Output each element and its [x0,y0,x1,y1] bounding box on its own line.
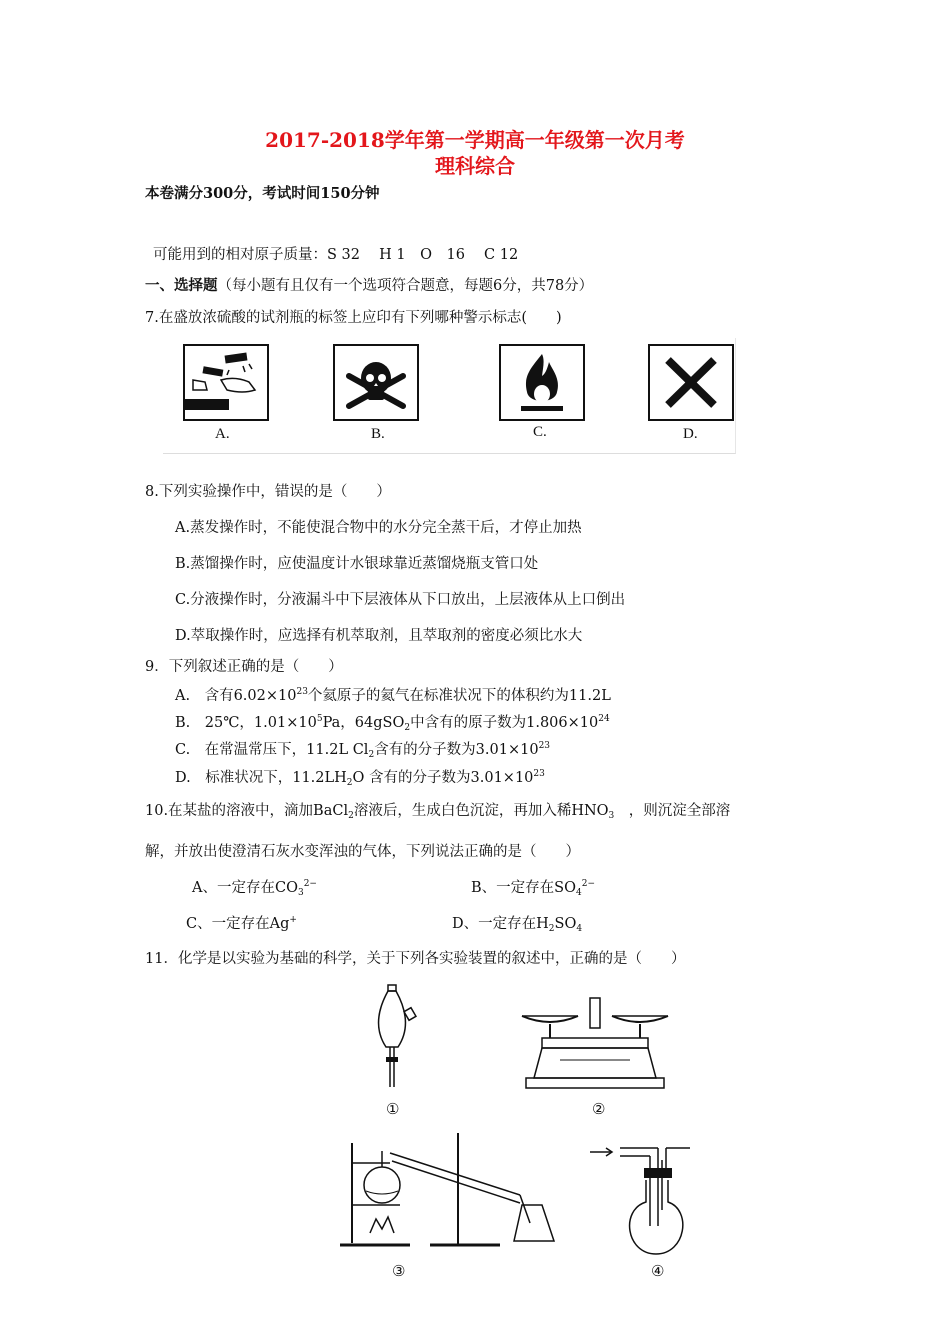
flammable-sign [499,344,585,421]
option-label-c: C. [533,424,547,440]
option-label-b: B. [371,426,385,442]
q10-option-b: B、一定存在$SO_4^{2-}$ [471,879,595,898]
distillation-apparatus-icon [330,1133,560,1253]
option-label-d: D. [683,426,698,442]
apparatus-label-3: ③ [392,1264,406,1280]
q10-option-c: C、一定存在Ag+ [186,915,297,932]
q9-option-a: A. 含有$6.02\times 10^{23}$个氦原子的氦气在标准状况下的体积约为11.2L [175,687,611,704]
q9-option-d: D. 标准状况下，$11.2LH_2O$ 含有的分子数为$3.01\times 10^{23}$ [175,769,545,788]
corrosive-icon [185,346,267,419]
q10-stem-line2: 解，并放出使澄清石灰水变浑浊的气体，下列说法正确的是（ ） [145,844,580,860]
toxic-sign [333,344,419,421]
q8-stem: 8.下列实验操作中，错误的是（ ） [145,484,391,500]
option-label-a: A. [215,426,230,442]
q9-option-b: B. 25℃，$1.01\times 10^5Pa$，64gSO$_2$中含有的原子数为$1.806\times 10^{24}$ [175,714,610,733]
q8-option-c: C.分液操作时，分液漏斗中下层液体从下口放出，上层液体从上口倒出 [175,592,626,608]
q8-option-a: A.蒸发操作时，不能使混合物中的水分完全蒸干后，才停止加热 [175,520,582,536]
atomic-masses: 可能用到的相对原子质量：S 32 H 1 O 16 C 12 [153,247,519,263]
q8-option-b: B.蒸馏操作时，应使温度计水银球靠近蒸馏烧瓶支管口处 [175,556,539,572]
apparatus-label-1: ① [386,1102,400,1118]
harmful-sign [648,344,734,421]
separatory-funnel-icon [360,985,430,1095]
score-info: 本卷满分300分，考试时间150分钟 [145,185,380,202]
gas-collection-flask-icon [590,1140,700,1260]
flame-icon [501,346,583,419]
q9-stem: 9．下列叙述正确的是（ ） [145,659,343,675]
q7-figure [163,338,736,454]
corrosive-sign [183,344,269,421]
q11-stem: 11．化学是以实验为基础的科学，关于下列各实验装置的叙述中，正确的是（ ） [145,951,686,967]
q8-option-d: D.萃取操作时，应选择有机萃取剂，且萃取剂的密度必须比水大 [175,628,583,644]
balance-scale-icon [520,998,670,1093]
section-title: 一、选择题 [145,277,218,294]
q7-stem: 7.在盛放浓硫酸的试剂瓶的标签上应印有下列哪种警示标志( ) [145,310,562,326]
q10-stem-line1: 10.在某盐的溶液中，滴加BaCl$_2$溶液后，生成白色沉淀，再加入稀$HNO_3$ ，则沉淀全部溶 [145,803,731,821]
skull-crossbones-icon [335,346,417,419]
q9-option-c: C. 在常温常压下，11.2L $Cl_2$含有的分子数为$3.01\times 10^{23}$ [175,741,551,760]
cross-icon [650,346,732,419]
section-heading [145,274,593,295]
section-note: （每小题有且仅有一个选项符合题意，每题6分，共78分） [217,278,594,294]
page-subtitle: 理科综合 [435,154,515,178]
q10-option-a: A、一定存在$CO_3^{2-}$ [192,879,317,898]
apparatus-label-2: ② [592,1102,606,1118]
apparatus-label-4: ④ [651,1264,665,1280]
page-title: 2017-2018学年第一学期高一年级第一次月考 [265,128,685,152]
q10-option-d: D、一定存在$H_2SO_4$ [452,916,583,934]
